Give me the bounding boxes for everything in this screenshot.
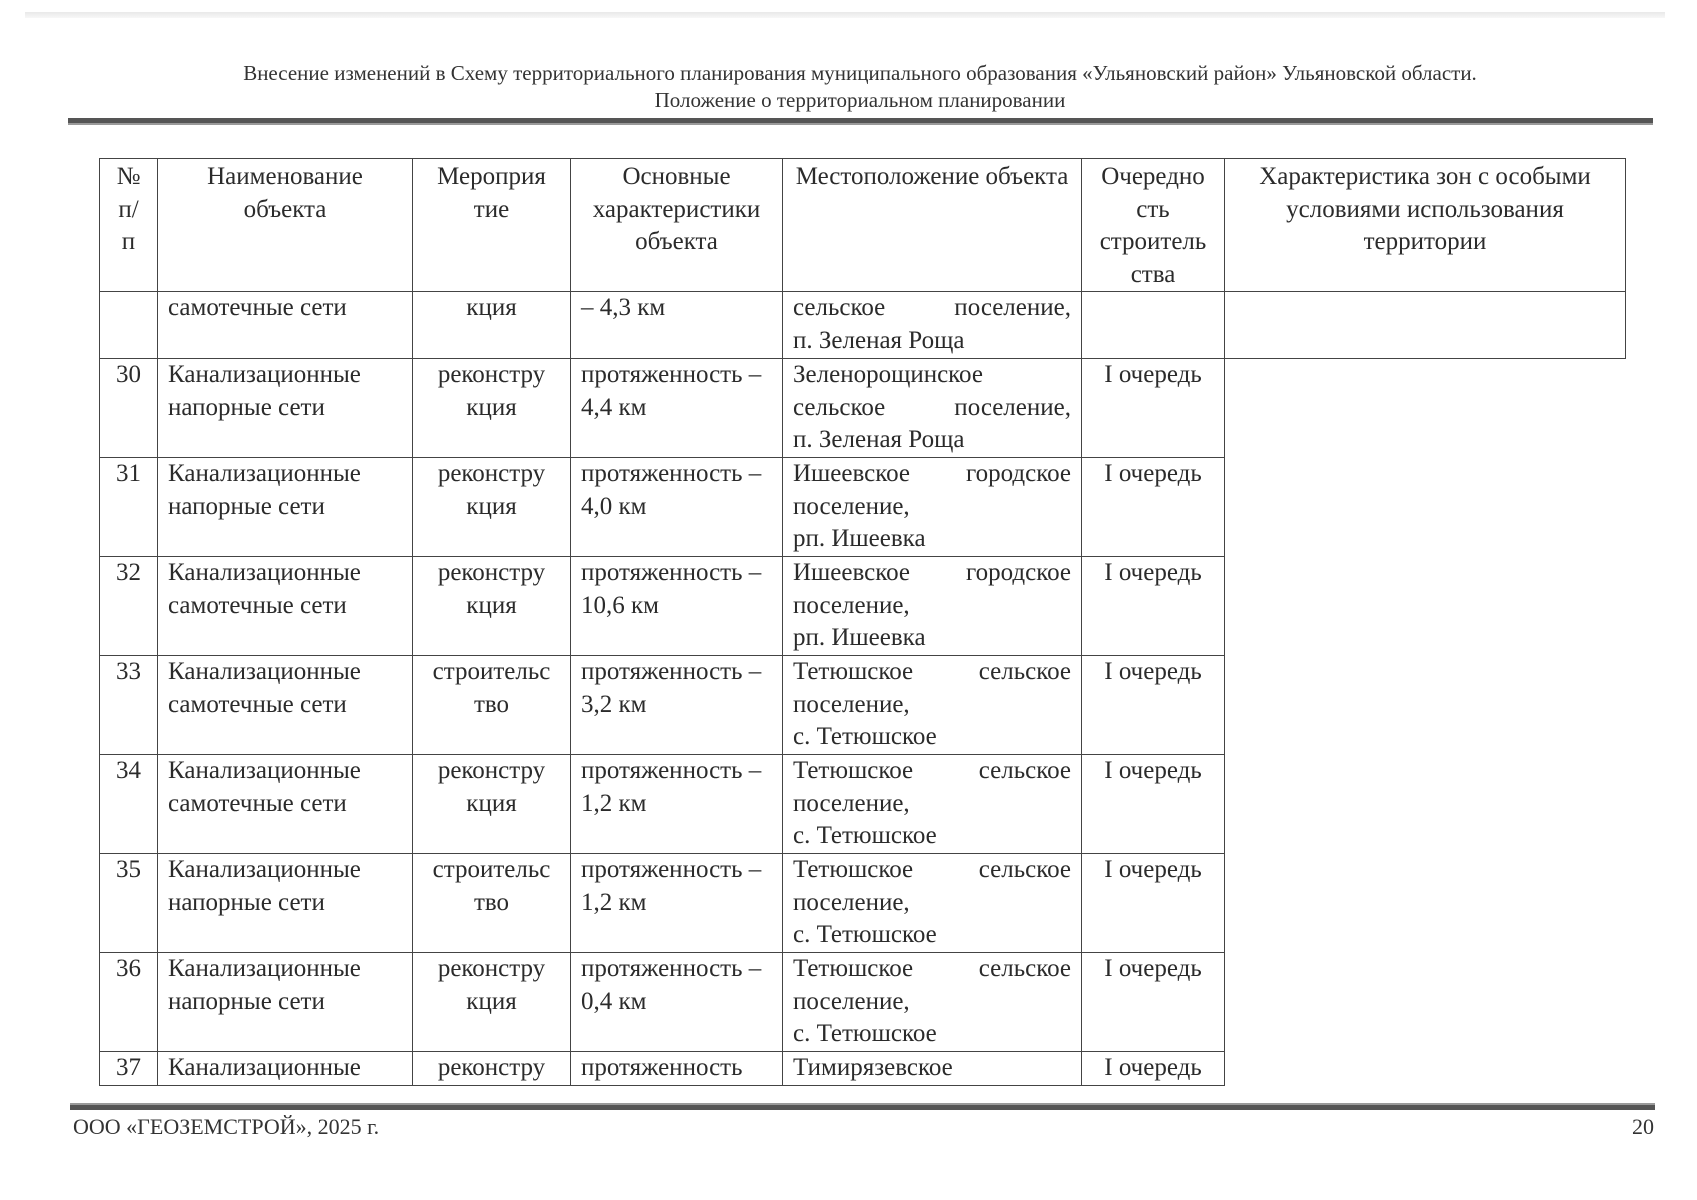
cell-stage [1082, 292, 1225, 359]
location-line: Ишеевское городское [793, 559, 1071, 586]
location-line: Ишеевское городское [793, 460, 1071, 487]
scan-edge [25, 12, 1665, 18]
page-header [60, 60, 1660, 114]
location-line: сельское поселение, [793, 294, 1071, 321]
cell-action: строительс тво [413, 854, 571, 953]
cell-characteristics: – 4,3 км [571, 292, 783, 359]
objects-table [99, 158, 1626, 1086]
header-rule [68, 118, 1653, 125]
cell-characteristics: протяженность – 4,4 км [571, 359, 783, 458]
table-row [100, 755, 1626, 854]
location-line: с. Тетюшское [793, 1020, 937, 1047]
cell-location [783, 292, 1082, 359]
header-title: Внесение изменений в Схему территориального планирования муниципального образования «Ульяновский район» Ульяновской области. [243, 61, 1477, 85]
cell-action: реконстру кция [413, 458, 571, 557]
cell-characteristics: протяженность [571, 1052, 783, 1086]
location-line: поселение, [793, 690, 910, 718]
cell-num: 34 [100, 755, 158, 854]
cell-action: кция [413, 292, 571, 359]
cell-stage: I очередь [1082, 854, 1225, 953]
col-header-action: Мероприя тие [413, 159, 571, 292]
table-row [100, 359, 1626, 458]
table-row [100, 854, 1626, 953]
cell-num: 33 [100, 656, 158, 755]
cell-action: реконстру кция [413, 953, 571, 1052]
table-row-continued [100, 292, 1626, 359]
cell-stage: I очередь [1082, 458, 1225, 557]
cell-location [783, 557, 1082, 656]
cell-location [783, 755, 1082, 854]
location-line: поселение, [793, 987, 910, 1015]
table-row [100, 557, 1626, 656]
location-line: поселение, [793, 591, 910, 619]
cell-stage: I очередь [1082, 656, 1225, 755]
cell-location [783, 359, 1082, 458]
location-line: Тетюшское сельское [793, 658, 1071, 685]
page-number: 20 [1632, 1114, 1654, 1139]
cell-location [783, 656, 1082, 755]
cell-name: Канализационные самотечные сети [158, 557, 413, 656]
location-line: Тетюшское сельское [793, 955, 1071, 982]
cell-num [100, 292, 158, 359]
cell-stage: I очередь [1082, 755, 1225, 854]
cell-characteristics: протяженность – 10,6 км [571, 557, 783, 656]
location-line: Зеленорощинское [793, 361, 983, 388]
location-line: поселение, [793, 789, 910, 817]
location-line: поселение, [793, 888, 910, 916]
cell-zones [1225, 292, 1626, 359]
col-header-stage: Очередно сть строитель ства [1082, 159, 1225, 292]
location-line: п. Зеленая Роща [793, 426, 965, 453]
cell-name: Канализационные напорные сети [158, 854, 413, 953]
cell-stage: I очередь [1082, 1052, 1225, 1086]
cell-stage: I очередь [1082, 557, 1225, 656]
cell-stage: I очередь [1082, 359, 1225, 458]
col-header-name: Наименование объекта [158, 159, 413, 292]
cell-action: реконстру кция [413, 359, 571, 458]
cell-name: Канализационные напорные сети [158, 458, 413, 557]
cell-action: реконстру кция [413, 557, 571, 656]
cell-location [783, 854, 1082, 953]
cell-location: Тимирязевское [783, 1052, 1082, 1086]
table-row [100, 656, 1626, 755]
cell-num: 35 [100, 854, 158, 953]
table-row-last [100, 1052, 1626, 1086]
cell-name: Канализационные [158, 1052, 413, 1086]
cell-characteristics: протяженность – 1,2 км [571, 755, 783, 854]
cell-characteristics: протяженность – 4,0 км [571, 458, 783, 557]
location-line: поселение, [793, 492, 910, 520]
col-header-num: № п/ п [100, 159, 158, 292]
header-subtitle: Положение о территориальном планировании [654, 88, 1066, 112]
cell-characteristics: протяженность – 0,4 км [571, 953, 783, 1052]
cell-num: 37 [100, 1052, 158, 1086]
cell-name: Канализационные напорные сети [158, 953, 413, 1052]
location-line: Тетюшское сельское [793, 856, 1071, 883]
cell-name: Канализационные напорные сети [158, 359, 413, 458]
table-header-row [100, 159, 1626, 292]
cell-name: Канализационные самотечные сети [158, 656, 413, 755]
col-header-location: Местоположение объекта [783, 159, 1082, 292]
cell-action: строительс тво [413, 656, 571, 755]
cell-num: 32 [100, 557, 158, 656]
cell-name: самотечные сети [158, 292, 413, 359]
cell-action: реконстру [413, 1052, 571, 1086]
location-line: Тетюшское сельское [793, 757, 1071, 784]
col-header-characteristics: Основные характеристики объекта [571, 159, 783, 292]
location-line: с. Тетюшское [793, 723, 937, 750]
footer-company: ООО «ГЕОЗЕМСТРОЙ», 2025 г. [73, 1114, 380, 1139]
cell-characteristics: протяженность – 1,2 км [571, 854, 783, 953]
cell-num: 30 [100, 359, 158, 458]
location-line: рп. Ишеевка [793, 624, 926, 651]
cell-stage: I очередь [1082, 953, 1225, 1052]
location-line: с. Тетюшское [793, 921, 937, 948]
cell-action: реконстру кция [413, 755, 571, 854]
cell-characteristics: протяженность – 3,2 км [571, 656, 783, 755]
col-header-zones: Характеристика зон с особыми условиями использования территории [1225, 159, 1626, 292]
cell-location [783, 953, 1082, 1052]
table-row [100, 458, 1626, 557]
cell-name: Канализационные самотечные сети [158, 755, 413, 854]
table-row [100, 953, 1626, 1052]
location-line: сельское поселение, [793, 393, 1071, 421]
location-line: п. Зеленая Роща [793, 326, 965, 354]
cell-num: 36 [100, 953, 158, 1052]
cell-num: 31 [100, 458, 158, 557]
location-line: с. Тетюшское [793, 822, 937, 849]
cell-location [783, 458, 1082, 557]
footer-rule [70, 1103, 1655, 1110]
location-line: рп. Ишеевка [793, 525, 926, 552]
